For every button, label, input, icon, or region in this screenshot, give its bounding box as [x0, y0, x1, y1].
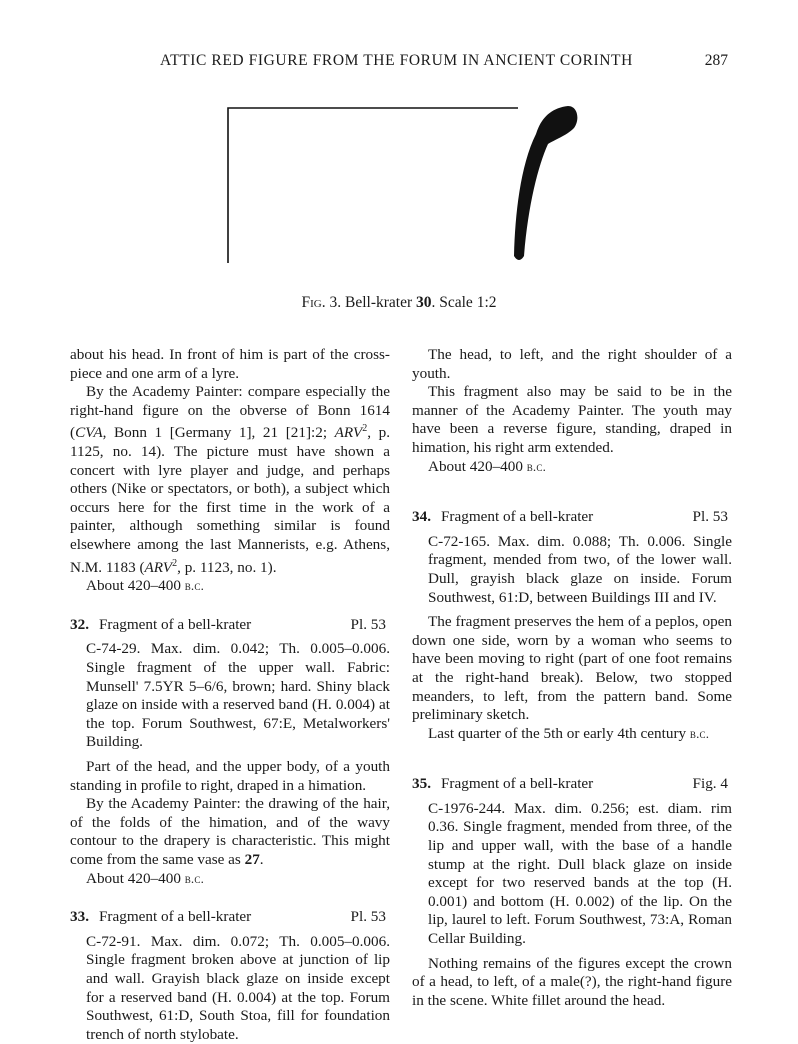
catalogue-description: C-72-165. Max. dim. 0.088; Th. 0.006. Single fragment, mended from two, of the lower wall. Dull, grayish black glaze on inside. Forum Southwest, 61:D, between Buildings III and IV. — [428, 532, 732, 606]
catalogue-description: C-74-29. Max. dim. 0.042; Th. 0.005–0.006. Single fragment of the upper wall. Fabric: Munsell' 7.5YR 5–6/6, brown; hard. Shiny black glaze on inside with a reserved band (H. 0.004) at the top. Forum Southwest, 67:E, Metalworkers' Building. — [86, 640, 390, 751]
plate-reference: Pl. 53 — [350, 615, 386, 633]
paragraph: By the Academy Painter: the drawing of the hair, of the folds of the himation, and of the wavy contour to the drapery is characteristic. This might come from the same vase as 27. — [70, 795, 390, 868]
right-column — [412, 346, 732, 1010]
plate-reference: Pl. 53 — [350, 908, 386, 926]
paragraph: The head, to left, and the right shoulder of a youth. — [412, 346, 732, 382]
plate-reference: Pl. 53 — [692, 508, 728, 526]
running-header — [0, 52, 798, 76]
catalogue-entry-34-heading: 34. Fragment of a bell-krater Pl. 53 — [412, 508, 728, 526]
figure-caption: Fig. 3. Bell-krater 30. Scale 1:2 — [301, 294, 497, 311]
figure-reference: Fig. 4 — [692, 775, 728, 793]
profile-outline-line — [228, 108, 518, 263]
date-line: About 420–400 b.c. — [428, 457, 547, 475]
date-line: About 420–400 b.c. — [86, 577, 205, 595]
spacer — [412, 743, 732, 765]
catalogue-description: C-72-91. Max. dim. 0.072; Th. 0.005–0.006. Single fragment broken above at junction of lip and wall. Grayish black glaze on inside except for a reserved band (H. 0.004) at the top. Forum Southwest, 61:D, South Stoa, fill for foundation trench of north stylobate. — [86, 932, 390, 1043]
catalogue-entry-35-heading: 35. Fragment of a bell-krater Fig. 4 — [412, 775, 728, 793]
catalogue-description: C-1976-244. Max. dim. 0.256; est. diam. rim 0.36. Single fragment, mended from three, of the lip and upper wall, with the base of a handle stump at the right. Dull black glaze on inside except for two reserved bands at the top (H. 0.001) and bottom (H. 0.002) of the lip. On the lip, laurel to left. Forum Southwest, 73:A, Roman Cellar Building. — [428, 799, 732, 948]
paragraph: about his head. In front of him is part of the cross-piece and one arm of a lyre. — [70, 346, 390, 382]
spacer — [412, 476, 732, 498]
paragraph: The fragment preserves the hem of a peplos, open down one side, worn by a woman who seems to have been moving to right (part of one foot remains at the right-hand break). Below, two stopped meanders, to left, from the pattern band. Some preliminary sketch. — [412, 613, 732, 724]
paragraph-attribution: By the Academy Painter: compare especially the right-hand figure on the obverse of Bonn 1614 (CVA, Bonn 1 [Germany 1], 21 [21]:2; ARV$^2$, p. 1125, no. 14). The picture must have shown a concert with lyre player and judge, and perhaps others (Nike or spectators, or both), a subject which occurs here for the first time in the work of a painter, although something similar is found elsewhere among the last Mannerists, e.g. Athens, N.M. 1183 (ARV$^2$, p. 1123, no. 1). — [70, 383, 391, 576]
catalogue-entry-32-heading: 32. Fragment of a bell-krater Pl. 53 — [70, 615, 386, 633]
paragraph: Nothing remains of the figures except the crown of a head, to left, of a male(?), the right-hand figure in the scene. White fillet around the head. — [412, 954, 732, 1009]
figure-profile-drawing — [218, 96, 578, 271]
date-line: Last quarter of the 5th or early 4th century b.c. — [428, 724, 710, 742]
page-number: 287 — [704, 52, 728, 69]
profile-section-silhouette — [514, 106, 577, 260]
catalogue-entry-33-heading: 33. Fragment of a bell-krater Pl. 53 — [70, 908, 386, 926]
spacer — [70, 596, 390, 606]
paragraph: This fragment also may be said to be in the manner of the Academy Painter. The youth may have been a reverse figure, standing, draped in himation, his right arm extended. — [412, 383, 732, 456]
paragraph: Part of the head, and the upper body, of a youth standing in profile to right, draped in a himation. — [70, 758, 390, 794]
running-title: ATTIC RED FIGURE FROM THE FORUM IN ANCIENT CORINTH — [160, 52, 633, 69]
date-line: About 420–400 b.c. — [86, 869, 205, 887]
left-column — [70, 346, 390, 1044]
spacer — [70, 888, 390, 898]
